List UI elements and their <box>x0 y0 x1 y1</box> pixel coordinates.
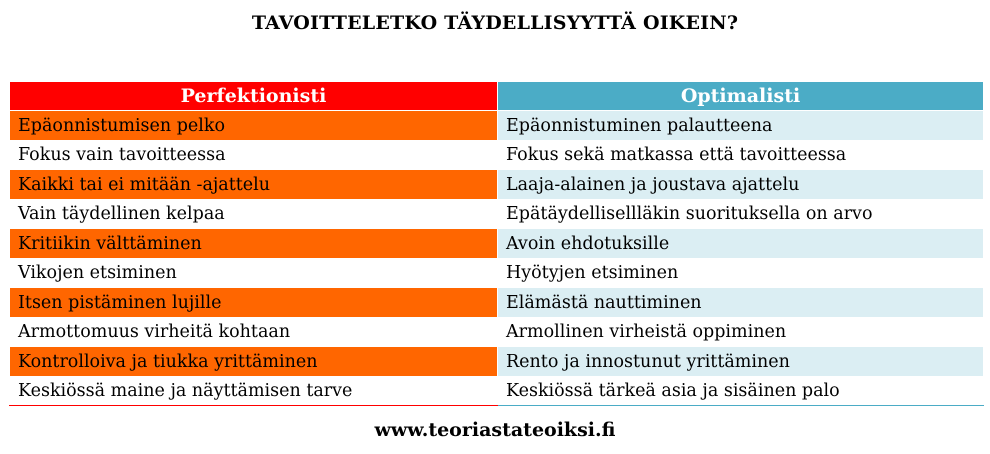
perfektionisti-cell: Keskiössä maine ja näyttämisen tarve <box>10 376 498 406</box>
optimalisti-cell: Fokus sekä matkassa että tavoitteessa <box>498 140 984 170</box>
comparison-table <box>9 81 984 406</box>
table-row <box>10 111 984 141</box>
perfektionisti-cell: Itsen pistäminen lujille <box>10 288 498 318</box>
website-footer: www.teoriastateoiksi.fi <box>374 419 616 441</box>
optimalisti-cell: Hyötyjen etsiminen <box>498 258 984 288</box>
header-perfektionisti: Perfektionisti <box>10 82 498 111</box>
optimalisti-cell: Armollinen virheistä oppiminen <box>498 317 984 347</box>
table-row <box>10 170 984 200</box>
table-header-row <box>10 82 984 111</box>
table-row <box>10 199 984 229</box>
table-row <box>10 229 984 259</box>
page-title: TAVOITTELETKO TÄYDELLISYYTTÄ OIKEIN? <box>251 12 739 34</box>
perfektionisti-cell: Armottomuus virheitä kohtaan <box>10 317 498 347</box>
perfektionisti-cell: Kontrolloiva ja tiukka yrittäminen <box>10 347 498 377</box>
perfektionisti-cell: Fokus vain tavoitteessa <box>10 140 498 170</box>
table-row <box>10 258 984 288</box>
optimalisti-cell: Avoin ehdotuksille <box>498 229 984 259</box>
optimalisti-cell: Laaja-alainen ja joustava ajattelu <box>498 170 984 200</box>
optimalisti-cell: Keskiössä tärkeä asia ja sisäinen palo <box>498 376 984 406</box>
perfektionisti-cell: Vain täydellinen kelpaa <box>10 199 498 229</box>
header-optimalisti: Optimalisti <box>498 82 984 111</box>
table-row <box>10 317 984 347</box>
optimalisti-cell: Epäonnistuminen palautteena <box>498 111 984 141</box>
table-row <box>10 140 984 170</box>
perfektionisti-cell: Kritiikin välttäminen <box>10 229 498 259</box>
optimalisti-cell: Epätäydellisellläkin suorituksella on arvo <box>498 199 984 229</box>
optimalisti-cell: Rento ja innostunut yrittäminen <box>498 347 984 377</box>
perfektionisti-cell: Kaikki tai ei mitään -ajattelu <box>10 170 498 200</box>
optimalisti-cell: Elämästä nauttiminen <box>498 288 984 318</box>
perfektionisti-cell: Epäonnistumisen pelko <box>10 111 498 141</box>
table-row <box>10 288 984 318</box>
table-row <box>10 347 984 377</box>
perfektionisti-cell: Vikojen etsiminen <box>10 258 498 288</box>
table-row <box>10 376 984 406</box>
